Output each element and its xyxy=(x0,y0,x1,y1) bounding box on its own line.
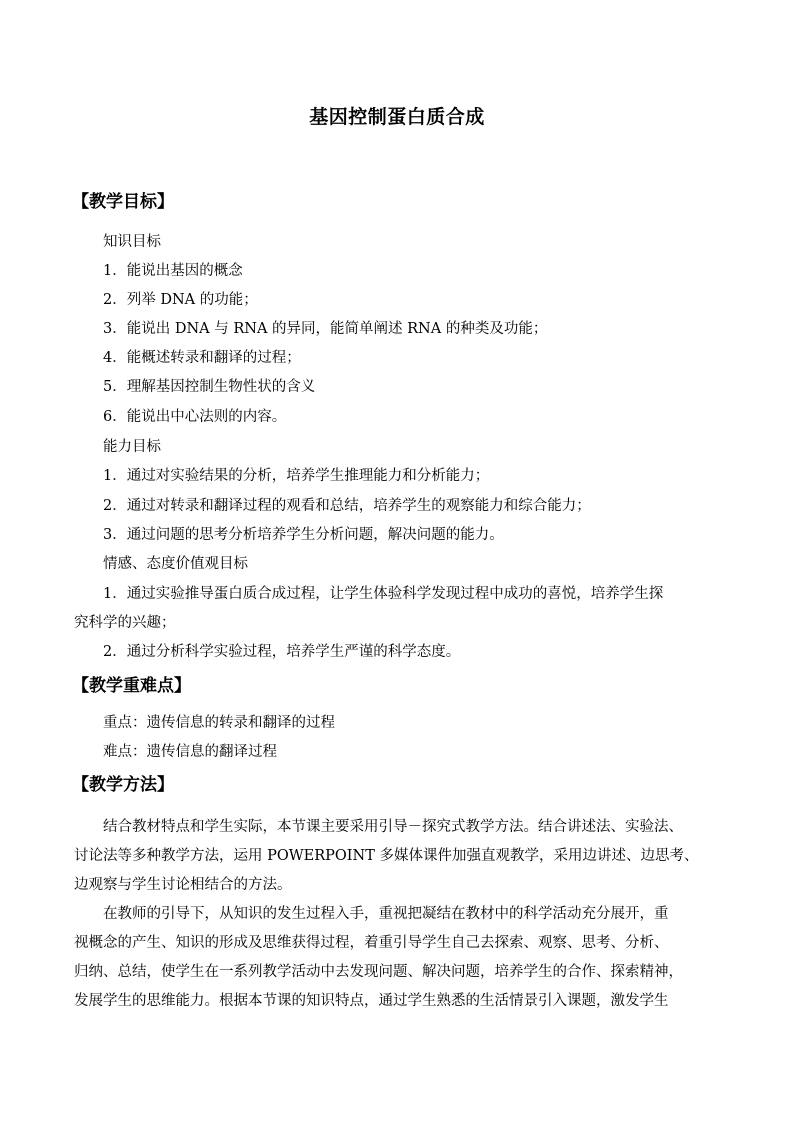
ability-item-3: 3．通过问题的思考分析培养学生分析问题，解决问题的能力。 xyxy=(103,527,504,543)
ability-item-1: 1．通过对实验结果的分析，培养学生推理能力和分析能力； xyxy=(103,468,490,484)
section-heading-objectives: 【教学目标】 xyxy=(72,192,174,212)
document-title: 基因控制蛋白质合成 xyxy=(309,106,485,128)
section-heading-key-points: 【教学重难点】 xyxy=(72,676,191,696)
knowledge-item-2: 2．列举 DNA 的功能； xyxy=(103,292,258,308)
key-point-difficulty: 难点：遗传信息的翻译过程 xyxy=(103,744,277,760)
attitude-item-1-line-2: 究科学的兴趣； xyxy=(74,615,176,631)
attitude-item-2: 2．通过分析科学实验过程，培养学生严谨的科学态度。 xyxy=(103,644,461,660)
methods-paragraph-1-line-2: 讨论法等多种教学方法，运用 POWERPOINT 多媒体课件加强直观教学，采用边讲述、边思考、 xyxy=(74,848,699,864)
knowledge-item-5: 5．理解基因控制生物性状的含义 xyxy=(103,379,316,395)
attitude-objectives-label: 情感、态度价值观目标 xyxy=(103,556,248,572)
knowledge-objectives-label: 知识目标 xyxy=(103,234,161,250)
key-point-focus: 重点：遗传信息的转录和翻译的过程 xyxy=(103,715,335,731)
methods-paragraph-1-line-3: 边观察与学生讨论相结合的方法。 xyxy=(74,877,292,893)
knowledge-item-3: 3．能说出 DNA 与 RNA 的异同，能简单阐述 RNA 的种类及功能； xyxy=(103,321,548,337)
ability-objectives-label: 能力目标 xyxy=(103,439,161,455)
knowledge-item-6: 6．能说出中心法则的内容。 xyxy=(103,409,287,425)
methods-paragraph-1-line-1: 结合教材特点和学生实际，本节课主要采用引导－探究式教学方法。结合讲述法、实验法、 xyxy=(103,819,683,835)
knowledge-item-4: 4．能概述转录和翻译的过程； xyxy=(103,350,301,366)
ability-item-2: 2．通过对转录和翻译过程的观看和总结，培养学生的观察能力和综合能力； xyxy=(103,498,591,514)
methods-paragraph-2-line-4: 发展学生的思维能力。根据本节课的知识特点，通过学生熟悉的生活情景引入课题，激发学生 xyxy=(74,993,669,1009)
section-heading-methods: 【教学方法】 xyxy=(72,775,174,795)
methods-paragraph-2-line-1: 在教师的引导下，从知识的发生过程入手，重视把凝结在教材中的科学活动充分展开，重 xyxy=(103,906,669,922)
methods-paragraph-2-line-3: 归纳、总结，使学生在一系列教学活动中去发现问题、解决问题，培养学生的合作、探索精神， xyxy=(74,964,683,980)
knowledge-item-1: 1．能说出基因的概念 xyxy=(103,263,243,279)
attitude-item-1-line-1: 1．通过实验推导蛋白质合成过程，让学生体验科学发现过程中成功的喜悦，培养学生探 xyxy=(103,586,664,602)
methods-paragraph-2-line-2: 视概念的产生、知识的形成及思维获得过程，着重引导学生自己去探索、观察、思考、分析、 xyxy=(74,935,669,951)
